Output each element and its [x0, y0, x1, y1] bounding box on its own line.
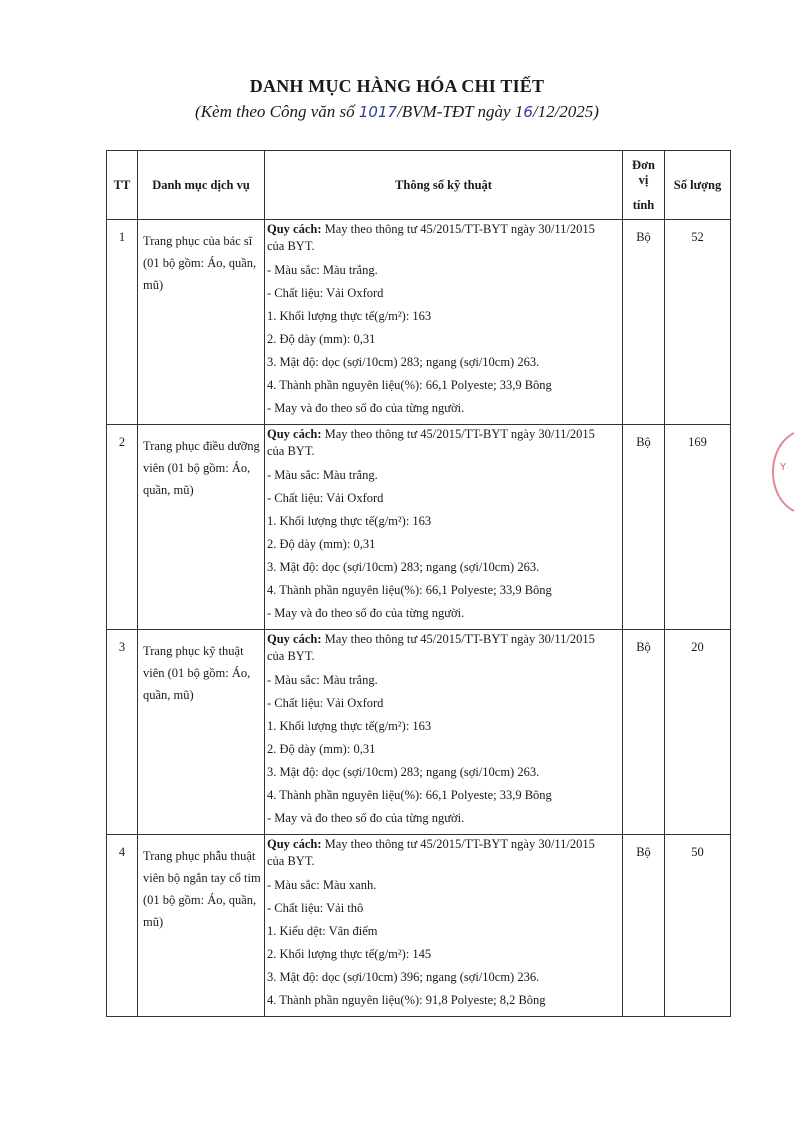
spec-line: 3. Mật độ: dọc (sợi/10cm) 283; ngang (sợi/10cm) 263.	[267, 355, 540, 369]
table-row	[107, 630, 731, 835]
spec-line: - Màu sắc: Màu trắng.	[267, 673, 378, 687]
spec-line: 4. Thành phần nguyên liệu(%): 66,1 Polyeste; 33,9 Bông	[267, 378, 552, 392]
row-spec	[265, 425, 623, 630]
spec-label: Quy cách:	[267, 222, 322, 236]
row-qty: 50	[665, 835, 731, 1017]
spec-line: 3. Mật độ: dọc (sợi/10cm) 283; ngang (sợi/10cm) 263.	[267, 560, 540, 574]
header-tt: TT	[107, 151, 138, 220]
spec-first-text: May theo thông tư 45/2015/TT-BYT ngày 30/11/2015	[321, 632, 595, 646]
spec-line: 1. Khối lượng thực tế(g/m²): 163	[267, 309, 432, 323]
spec-line: 4. Thành phần nguyên liệu(%): 91,8 Polyeste; 8,2 Bông	[267, 993, 546, 1007]
spec-first-line	[267, 836, 620, 852]
row-service: Trang phục kỹ thuật viên (01 bộ gồm: Áo, quần, mũ)	[138, 630, 265, 835]
row-unit: Bộ	[623, 835, 665, 1017]
header-service: Danh mục dịch vụ	[138, 151, 265, 220]
spec-line: 3. Mật độ: dọc (sợi/10cm) 283; ngang (sợi/10cm) 263.	[267, 765, 540, 779]
header-spec: Thông số kỹ thuật	[265, 151, 623, 220]
goods-table	[106, 150, 731, 1017]
spec-line: - May và đo theo số đo của từng người.	[267, 811, 465, 825]
spec-line: 1. Khối lượng thực tế(g/m²): 163	[267, 719, 432, 733]
row-service: Trang phục của bác sĩ (01 bộ gồm: Áo, quần, mũ)	[138, 220, 265, 425]
row-tt: 1	[107, 220, 138, 425]
row-spec	[265, 220, 623, 425]
spec-line: - Chất liệu: Vải Oxford	[267, 696, 384, 710]
spec-line: 2. Độ dày (mm): 0,31	[267, 537, 376, 551]
header-unit-line1: Đơn vị	[632, 157, 655, 187]
spec-first-line	[267, 221, 620, 237]
spec-label: Quy cách:	[267, 427, 322, 441]
spec-second-line: của BYT.	[267, 239, 315, 253]
table-row	[107, 835, 731, 1017]
spec-line: - Màu sắc: Màu trắng.	[267, 468, 378, 482]
spec-line: 2. Độ dày (mm): 0,31	[267, 332, 376, 346]
spec-line: 4. Thành phần nguyên liệu(%): 66,1 Polyeste; 33,9 Bông	[267, 583, 552, 597]
row-unit: Bộ	[623, 630, 665, 835]
row-tt: 3	[107, 630, 138, 835]
table-row	[107, 220, 731, 425]
handwritten-doc-number: 1017	[358, 103, 398, 121]
spec-line: 2. Độ dày (mm): 0,31	[267, 742, 376, 756]
table-header-row	[107, 151, 731, 220]
spec-line: - Màu sắc: Màu trắng.	[267, 263, 378, 277]
stamp-fragment-icon: Y	[780, 462, 787, 473]
subtitle-middle: /BVM-TĐT ngày 1	[397, 102, 524, 121]
document-subtitle	[0, 102, 794, 122]
spec-line: - May và đo theo số đo của từng người.	[267, 401, 465, 415]
spec-line: - Chất liệu: Vải Oxford	[267, 491, 384, 505]
row-tt: 4	[107, 835, 138, 1017]
spec-first-line	[267, 631, 620, 647]
spec-second-line: của BYT.	[267, 444, 315, 458]
spec-first-text: May theo thông tư 45/2015/TT-BYT ngày 30/11/2015	[321, 222, 595, 236]
header-unit	[623, 151, 665, 220]
spec-second-line: của BYT.	[267, 649, 315, 663]
spec-label: Quy cách:	[267, 837, 322, 851]
spec-first-text: May theo thông tư 45/2015/TT-BYT ngày 30/11/2015	[321, 837, 595, 851]
document-title: DANH MỤC HÀNG HÓA CHI TIẾT	[249, 76, 545, 96]
spec-line: 3. Mật độ: dọc (sợi/10cm) 396; ngang (sợi/10cm) 236.	[267, 970, 540, 984]
row-service: Trang phục điều dưỡng viên (01 bộ gồm: Áo, quần, mũ)	[138, 425, 265, 630]
subtitle-suffix: /12/2025)	[532, 102, 599, 121]
spec-first-line	[267, 426, 620, 442]
spec-line: 1. Khối lượng thực tế(g/m²): 163	[267, 514, 432, 528]
handwritten-day-digit: 6	[523, 103, 533, 121]
spec-line: 2. Khối lượng thực tế(g/m²): 145	[267, 947, 432, 961]
row-unit: Bộ	[623, 425, 665, 630]
spec-line: - Màu sắc: Màu xanh.	[267, 878, 377, 892]
spec-line: - May và đo theo số đo của từng người.	[267, 606, 465, 620]
spec-line: 1. Kiểu dệt: Vân điểm	[267, 924, 378, 938]
row-qty: 20	[665, 630, 731, 835]
spec-line: - Chất liệu: Vải thô	[267, 901, 364, 915]
row-tt: 2	[107, 425, 138, 630]
row-spec	[265, 835, 623, 1017]
header-unit-line2: tính	[632, 197, 655, 212]
row-service: Trang phục phẫu thuật viên bộ ngắn tay cổ tim (01 bộ gồm: Áo, quần, mũ)	[138, 835, 265, 1017]
spec-first-text: May theo thông tư 45/2015/TT-BYT ngày 30/11/2015	[321, 427, 595, 441]
subtitle-prefix: (Kèm theo Công văn số	[195, 102, 359, 121]
spec-second-line: của BYT.	[267, 854, 315, 868]
spec-line: 4. Thành phần nguyên liệu(%): 66,1 Polyeste; 33,9 Bông	[267, 788, 552, 802]
spec-line: - Chất liệu: Vải Oxford	[267, 286, 384, 300]
row-qty: 169	[665, 425, 731, 630]
row-spec	[265, 630, 623, 835]
row-qty: 52	[665, 220, 731, 425]
table-row	[107, 425, 731, 630]
header-qty: Số lượng	[665, 151, 731, 220]
row-unit: Bộ	[623, 220, 665, 425]
spec-label: Quy cách:	[267, 632, 322, 646]
